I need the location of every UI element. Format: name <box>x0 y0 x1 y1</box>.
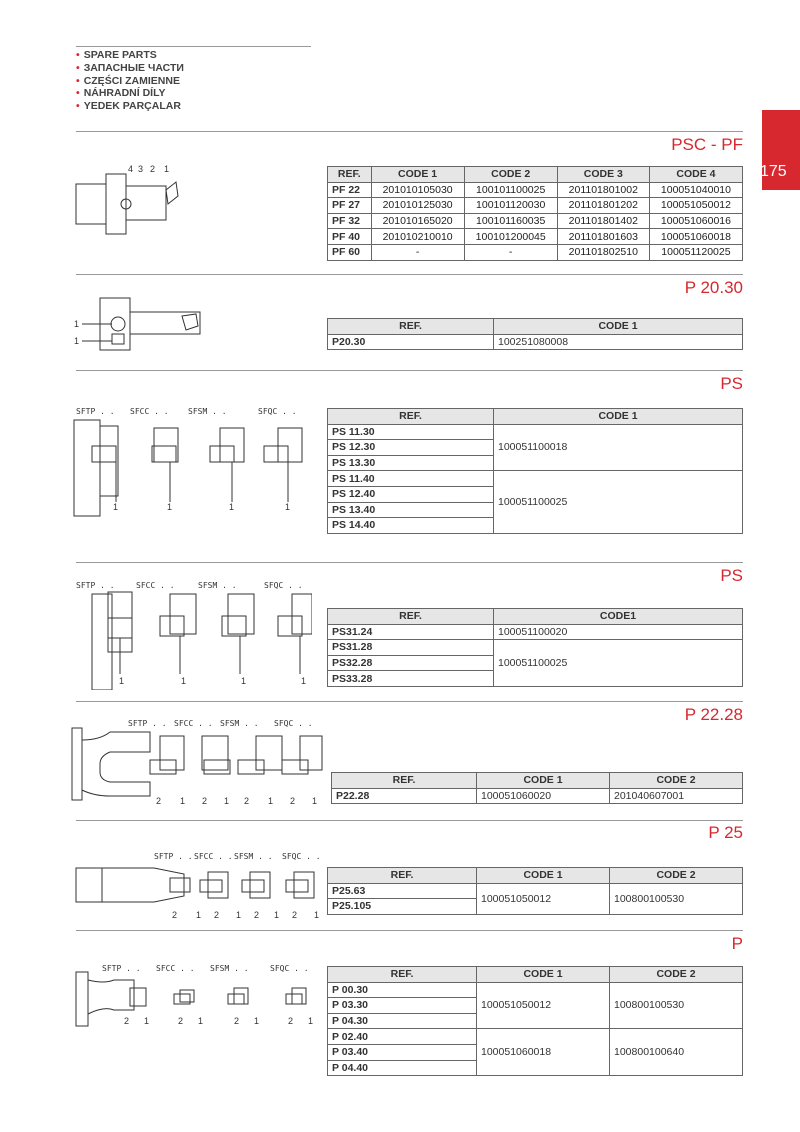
callout: 2 <box>244 796 250 806</box>
col-header: CODE 1 <box>477 868 610 884</box>
section-title-p2228: P 22.28 <box>684 705 743 724</box>
ref-cell: P 03.30 <box>328 998 477 1014</box>
callout: 1 <box>164 164 170 174</box>
header-item: • SPARE PARTS <box>76 49 311 62</box>
code-cell: 100051100018 <box>494 424 743 471</box>
code-cell: 100051100020 <box>494 624 743 640</box>
ref-cell: PS31.24 <box>328 624 494 640</box>
table-row <box>332 788 743 804</box>
header-item: • ЗАПАСНЫЕ ЧАСТИ <box>76 62 311 75</box>
page-number: 175 <box>760 163 787 180</box>
ref-cell: PS 11.30 <box>328 424 494 440</box>
callout: 1 <box>198 1016 204 1026</box>
p2228-drawing <box>70 716 326 808</box>
section-divider <box>76 701 743 702</box>
col-header: REF. <box>328 319 494 335</box>
p2228-table <box>331 772 743 804</box>
code-cell: 201010210010 <box>371 229 464 245</box>
code-cell: 201010125030 <box>371 198 464 214</box>
insert-label: SFQC . . <box>258 407 297 416</box>
callout: 2 <box>202 796 208 806</box>
section-divider <box>76 274 743 275</box>
callout: 2 <box>178 1016 184 1026</box>
callout: 2 <box>234 1016 240 1026</box>
code-cell: 201101801002 <box>557 182 649 198</box>
insert-label: SFSM . . <box>210 964 249 973</box>
ref-cell: PS 12.40 <box>328 486 494 502</box>
section-title-ps: PS <box>720 374 743 393</box>
code-cell: 100101120030 <box>464 198 557 214</box>
section-divider <box>76 930 743 931</box>
col-header: CODE 2 <box>610 773 743 789</box>
code-cell: - <box>371 244 464 260</box>
callout: 3 <box>138 164 144 174</box>
ref-cell: P 04.30 <box>328 1013 477 1029</box>
col-header: REF. <box>328 609 494 625</box>
header-item: • CZĘŚCI ZAMIENNE <box>76 75 311 88</box>
ref-cell: P 03.40 <box>328 1044 477 1060</box>
ref-cell: PF 22 <box>328 182 372 198</box>
insert-label: SFCC . . <box>194 852 233 861</box>
code-cell: 100051050012 <box>649 198 742 214</box>
ref-cell: PS 11.40 <box>328 471 494 487</box>
code-cell: 100051040010 <box>649 182 742 198</box>
ps2-table <box>327 608 743 687</box>
col-header: CODE 4 <box>649 167 742 183</box>
callout: 2 <box>288 1016 294 1026</box>
code-cell: 100101100025 <box>464 182 557 198</box>
callout: 1 <box>308 1016 314 1026</box>
code-cell: 100051050012 <box>477 883 610 914</box>
ps1-drawing <box>72 402 312 520</box>
callout: 1 <box>285 502 291 512</box>
insert-label: SFQC . . <box>270 964 309 973</box>
callout: 1 <box>74 336 80 346</box>
ref-cell: P 02.40 <box>328 1029 477 1045</box>
code-cell: 100051060016 <box>649 213 742 229</box>
p2030-table <box>327 318 743 350</box>
insert-label: SFCC . . <box>136 581 175 590</box>
callout: 1 <box>167 502 173 512</box>
code-cell: 100051060020 <box>477 788 610 804</box>
section-title-p25: P 25 <box>708 823 743 842</box>
p25-table <box>327 867 743 915</box>
insert-label: SFSM . . <box>234 852 273 861</box>
callout: 1 <box>229 502 235 512</box>
table-row <box>328 334 743 350</box>
code-cell: 100251080008 <box>494 334 743 350</box>
p-table <box>327 966 743 1076</box>
insert-label: SFSM . . <box>220 719 259 728</box>
insert-label: SFSM . . <box>188 407 227 416</box>
section-divider <box>76 370 743 371</box>
col-header: REF. <box>332 773 477 789</box>
col-header: CODE 2 <box>610 868 743 884</box>
callout: 1 <box>74 319 80 329</box>
code-cell: - <box>464 244 557 260</box>
callout: 2 <box>172 910 178 920</box>
table-row <box>328 213 743 229</box>
code-cell: 201101801202 <box>557 198 649 214</box>
ref-cell: P 04.40 <box>328 1060 477 1076</box>
ref-cell: P20.30 <box>328 334 494 350</box>
code-cell: 201101801603 <box>557 229 649 245</box>
col-header: REF. <box>328 967 477 983</box>
code-cell: 100051120025 <box>649 244 742 260</box>
p-drawing <box>74 960 324 1030</box>
ref-cell: PS 12.30 <box>328 440 494 456</box>
insert-label: SFCC . . <box>130 407 169 416</box>
insert-label: SFTP . . <box>154 852 193 861</box>
table-row <box>328 182 743 198</box>
callout: 2 <box>292 910 298 920</box>
callout: 1 <box>196 910 202 920</box>
code-cell: 100051100025 <box>494 471 743 533</box>
callout: 2 <box>156 796 162 806</box>
col-header: CODE1 <box>494 609 743 625</box>
psc-pf-drawing <box>74 160 184 240</box>
ref-cell: PF 40 <box>328 229 372 245</box>
insert-label: SFTP . . <box>76 581 115 590</box>
code-cell: 201040607001 <box>610 788 743 804</box>
insert-label: SFCC . . <box>156 964 195 973</box>
callout: 1 <box>301 676 307 686</box>
callout: 1 <box>254 1016 260 1026</box>
insert-label: SFCC . . <box>174 719 213 728</box>
col-header: CODE 2 <box>464 167 557 183</box>
code-cell: 201010165020 <box>371 213 464 229</box>
callout: 1 <box>236 910 242 920</box>
insert-label: SFQC . . <box>274 719 313 728</box>
col-header: CODE 1 <box>477 967 610 983</box>
code-cell: 100101200045 <box>464 229 557 245</box>
insert-label: SFQC . . <box>282 852 321 861</box>
col-header: CODE 1 <box>477 773 610 789</box>
header-item: • NÁHRADNÍ DÍLY <box>76 87 311 100</box>
table-row <box>328 198 743 214</box>
section-title-p: P <box>731 934 743 953</box>
ref-cell: PS32.28 <box>328 655 494 671</box>
code-cell: 100051060018 <box>477 1029 610 1076</box>
p2030-drawing <box>72 294 212 354</box>
code-cell: 100800100530 <box>610 883 743 914</box>
insert-label: SFTP . . <box>102 964 141 973</box>
ref-cell: PS 13.40 <box>328 502 494 518</box>
insert-label: SFTP . . <box>128 719 167 728</box>
callout: 1 <box>268 796 274 806</box>
section-divider <box>76 131 743 132</box>
callout: 1 <box>113 502 119 512</box>
ps1-table <box>327 408 743 534</box>
p25-drawing <box>74 848 324 920</box>
ref-cell: PS31.28 <box>328 640 494 656</box>
col-header: CODE 2 <box>610 967 743 983</box>
callout: 4 <box>128 164 134 174</box>
section-divider <box>76 820 743 821</box>
code-cell: 201101801402 <box>557 213 649 229</box>
col-header: REF. <box>328 868 477 884</box>
callout: 2 <box>124 1016 130 1026</box>
code-cell: 100051060018 <box>649 229 742 245</box>
section-title-psc-pf: PSC - PF <box>671 135 743 154</box>
col-header: CODE 1 <box>494 409 743 425</box>
callout: 1 <box>181 676 187 686</box>
ref-cell: PS 14.40 <box>328 518 494 534</box>
insert-label: SFQC . . <box>264 581 303 590</box>
code-cell: 100051050012 <box>477 982 610 1029</box>
col-header: REF. <box>328 409 494 425</box>
col-header: CODE 3 <box>557 167 649 183</box>
code-cell: 100800100640 <box>610 1029 743 1076</box>
ref-cell: PF 27 <box>328 198 372 214</box>
section-divider <box>76 562 743 563</box>
code-cell: 100800100530 <box>610 982 743 1029</box>
insert-label: SFTP . . <box>76 407 115 416</box>
callout: 1 <box>180 796 186 806</box>
ref-cell: P 00.30 <box>328 982 477 998</box>
callout: 1 <box>119 676 125 686</box>
section-title-p2030: P 20.30 <box>684 278 743 297</box>
code-cell: 201010105030 <box>371 182 464 198</box>
col-header: CODE 1 <box>494 319 743 335</box>
ref-cell: P25.63 <box>328 883 477 899</box>
table-row <box>328 229 743 245</box>
table-row <box>328 244 743 260</box>
code-cell: 100051100025 <box>494 640 743 687</box>
ref-cell: P25.105 <box>328 899 477 915</box>
callout: 1 <box>314 910 320 920</box>
spare-parts-header <box>76 46 311 113</box>
code-cell: 100101160035 <box>464 213 557 229</box>
ref-cell: P22.28 <box>332 788 477 804</box>
psc-pf-table <box>327 166 743 261</box>
col-header: REF. <box>328 167 372 183</box>
ref-cell: PS 13.30 <box>328 455 494 471</box>
callout: 1 <box>224 796 230 806</box>
callout: 2 <box>150 164 156 174</box>
ref-cell: PS33.28 <box>328 671 494 687</box>
ref-cell: PF 32 <box>328 213 372 229</box>
col-header: CODE 1 <box>371 167 464 183</box>
insert-label: SFSM . . <box>198 581 237 590</box>
callout: 1 <box>241 676 247 686</box>
callout: 2 <box>214 910 220 920</box>
callout: 1 <box>274 910 280 920</box>
callout: 2 <box>254 910 260 920</box>
ps2-drawing <box>72 578 312 690</box>
callout: 1 <box>144 1016 150 1026</box>
code-cell: 201101802510 <box>557 244 649 260</box>
callout: 1 <box>312 796 318 806</box>
callout: 2 <box>290 796 296 806</box>
section-title-ps: PS <box>720 566 743 585</box>
ref-cell: PF 60 <box>328 244 372 260</box>
header-item: • YEDEK PARÇALAR <box>76 100 311 113</box>
